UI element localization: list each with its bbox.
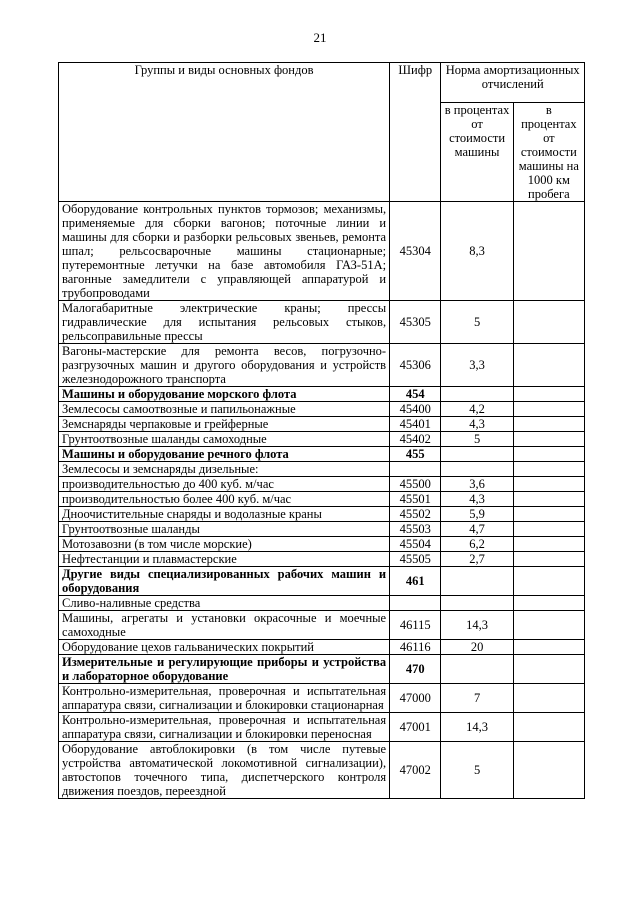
row-name-cell: Сливо-наливные средства (59, 596, 390, 611)
header-percent-cost: в процентах от стоимости машины (441, 103, 513, 202)
row-percent-cell (441, 655, 513, 684)
table-row (59, 507, 585, 522)
row-percent-cell (441, 567, 513, 596)
row-percent-cell: 20 (441, 640, 513, 655)
row-percent-cell: 8,3 (441, 202, 513, 301)
row-code-cell (390, 462, 441, 477)
row-code-cell: 46115 (390, 611, 441, 640)
row-percent-cell: 7 (441, 684, 513, 713)
row-code-cell: 47001 (390, 713, 441, 742)
row-code-cell: 45402 (390, 432, 441, 447)
header-percent-run: в процентах от стоимости машины на 1000 км пробега (513, 103, 584, 202)
row-percent-cell (441, 387, 513, 402)
row-code-cell: 45305 (390, 301, 441, 344)
row-run-cell (513, 567, 584, 596)
row-code-cell: 46116 (390, 640, 441, 655)
row-name-cell: Измерительные и регулирующие приборы и устройства и лабораторное оборудование (59, 655, 390, 684)
row-run-cell (513, 507, 584, 522)
table-row (59, 447, 585, 462)
row-percent-cell: 4,3 (441, 417, 513, 432)
table-row (59, 537, 585, 552)
table-row (59, 301, 585, 344)
table-row (59, 477, 585, 492)
row-code-cell (390, 596, 441, 611)
row-code-cell: 45504 (390, 537, 441, 552)
row-run-cell (513, 684, 584, 713)
row-name-cell: Землесосы самоотвозные и папильонажные (59, 402, 390, 417)
row-percent-cell (441, 596, 513, 611)
row-name-cell: Мотозавозни (в том числе морские) (59, 537, 390, 552)
row-run-cell (513, 462, 584, 477)
row-name-cell: Оборудование цехов гальванических покрытий (59, 640, 390, 655)
row-run-cell (513, 387, 584, 402)
row-run-cell (513, 432, 584, 447)
row-code-cell: 45400 (390, 402, 441, 417)
row-run-cell (513, 301, 584, 344)
row-percent-cell: 14,3 (441, 713, 513, 742)
row-name-cell: Вагоны-мастерские для ремонта весов, погрузочно-разгрузочных машин и другого оборудования и устройств железнодорожного транспорта (59, 344, 390, 387)
row-name-cell: Оборудование контрольных пунктов тормозов; механизмы, применяемые для сборки вагонов; поточные линии и машины для сборки и разборки рельсовых звеньев, ремонта шпал; рельсосварочные машины стационарные; путеремонтные летучки на базе автомобиля ГАЗ-51А; вагонные замедлители с управляющей аппаратурой и трубопроводами (59, 202, 390, 301)
row-percent-cell (441, 447, 513, 462)
table-row (59, 596, 585, 611)
row-run-cell (513, 477, 584, 492)
table-row (59, 202, 585, 301)
table-row (59, 713, 585, 742)
row-name-cell: Машины, агрегаты и установки окрасочные и моечные самоходные (59, 611, 390, 640)
row-run-cell (513, 552, 584, 567)
table-row (59, 462, 585, 477)
row-percent-cell: 2,7 (441, 552, 513, 567)
row-code-cell: 470 (390, 655, 441, 684)
row-code-cell: 47000 (390, 684, 441, 713)
row-code-cell: 454 (390, 387, 441, 402)
table-body (59, 202, 585, 799)
row-run-cell (513, 447, 584, 462)
row-percent-cell: 3,3 (441, 344, 513, 387)
row-name-cell: Другие виды специализированных рабочих машин и оборудования (59, 567, 390, 596)
row-percent-cell: 5 (441, 432, 513, 447)
table-row (59, 417, 585, 432)
row-name-cell: Машины и оборудование речного флота (59, 447, 390, 462)
row-name-cell: производительностью более 400 куб. м/час (59, 492, 390, 507)
row-name-cell: Машины и оборудование морского флота (59, 387, 390, 402)
row-run-cell (513, 402, 584, 417)
table-row (59, 611, 585, 640)
row-name-cell: Контрольно-измерительная, проверочная и испытательная аппаратура связи, сигнализации и блокировки стационарная (59, 684, 390, 713)
table-row (59, 522, 585, 537)
row-run-cell (513, 596, 584, 611)
row-percent-cell: 4,7 (441, 522, 513, 537)
row-run-cell (513, 492, 584, 507)
depreciation-table (58, 62, 585, 799)
row-code-cell: 45502 (390, 507, 441, 522)
row-run-cell (513, 611, 584, 640)
row-code-cell: 45500 (390, 477, 441, 492)
header-code: Шифр (390, 63, 441, 202)
row-code-cell: 45503 (390, 522, 441, 537)
row-percent-cell: 5,9 (441, 507, 513, 522)
row-run-cell (513, 713, 584, 742)
row-code-cell: 45505 (390, 552, 441, 567)
page-number: 21 (313, 30, 327, 45)
row-run-cell (513, 522, 584, 537)
row-percent-cell: 4,2 (441, 402, 513, 417)
row-name-cell: Малогабаритные электрические краны; прессы гидравлические для испытания рельсовых стыков, рельсоправильные прессы (59, 301, 390, 344)
row-name-cell: Контрольно-измерительная, проверочная и испытательная аппаратура связи, сигнализации и блокировки переносная (59, 713, 390, 742)
row-percent-cell (441, 462, 513, 477)
row-name-cell: Грунтоотвозные шаланды самоходные (59, 432, 390, 447)
header-norm: Норма амортизационных отчислений (441, 63, 585, 103)
table-row (59, 387, 585, 402)
table-row (59, 344, 585, 387)
row-code-cell: 47002 (390, 742, 441, 799)
table-row (59, 742, 585, 799)
row-name-cell: Дноочистительные снаряды и водолазные краны (59, 507, 390, 522)
row-name-cell: производительностью до 400 куб. м/час (59, 477, 390, 492)
table-row (59, 552, 585, 567)
row-code-cell: 45304 (390, 202, 441, 301)
row-run-cell (513, 742, 584, 799)
row-run-cell (513, 537, 584, 552)
row-name-cell: Оборудование автоблокировки (в том числе путевые устройства автоматической локомотивной сигнализации), автостопов точечного типа, диспетчерского контроля движения поездов, переездной (59, 742, 390, 799)
row-percent-cell: 14,3 (441, 611, 513, 640)
row-run-cell (513, 202, 584, 301)
header-group: Группы и виды основных фондов (59, 63, 390, 202)
row-percent-cell: 5 (441, 742, 513, 799)
row-run-cell (513, 344, 584, 387)
table-row (59, 402, 585, 417)
row-code-cell: 45401 (390, 417, 441, 432)
row-percent-cell: 3,6 (441, 477, 513, 492)
row-run-cell (513, 655, 584, 684)
table-row (59, 640, 585, 655)
row-run-cell (513, 417, 584, 432)
row-percent-cell: 4,3 (441, 492, 513, 507)
table-row (59, 432, 585, 447)
row-code-cell: 461 (390, 567, 441, 596)
row-run-cell (513, 640, 584, 655)
row-code-cell: 455 (390, 447, 441, 462)
row-name-cell: Нефтестанции и плавмастерские (59, 552, 390, 567)
row-code-cell: 45306 (390, 344, 441, 387)
table-row (59, 655, 585, 684)
row-name-cell: Землесосы и земснаряды дизельные: (59, 462, 390, 477)
row-percent-cell: 6,2 (441, 537, 513, 552)
row-name-cell: Грунтоотвозные шаланды (59, 522, 390, 537)
row-percent-cell: 5 (441, 301, 513, 344)
row-code-cell: 45501 (390, 492, 441, 507)
table-row (59, 567, 585, 596)
row-name-cell: Земснаряды черпаковые и грейферные (59, 417, 390, 432)
table-row (59, 684, 585, 713)
table-row (59, 492, 585, 507)
